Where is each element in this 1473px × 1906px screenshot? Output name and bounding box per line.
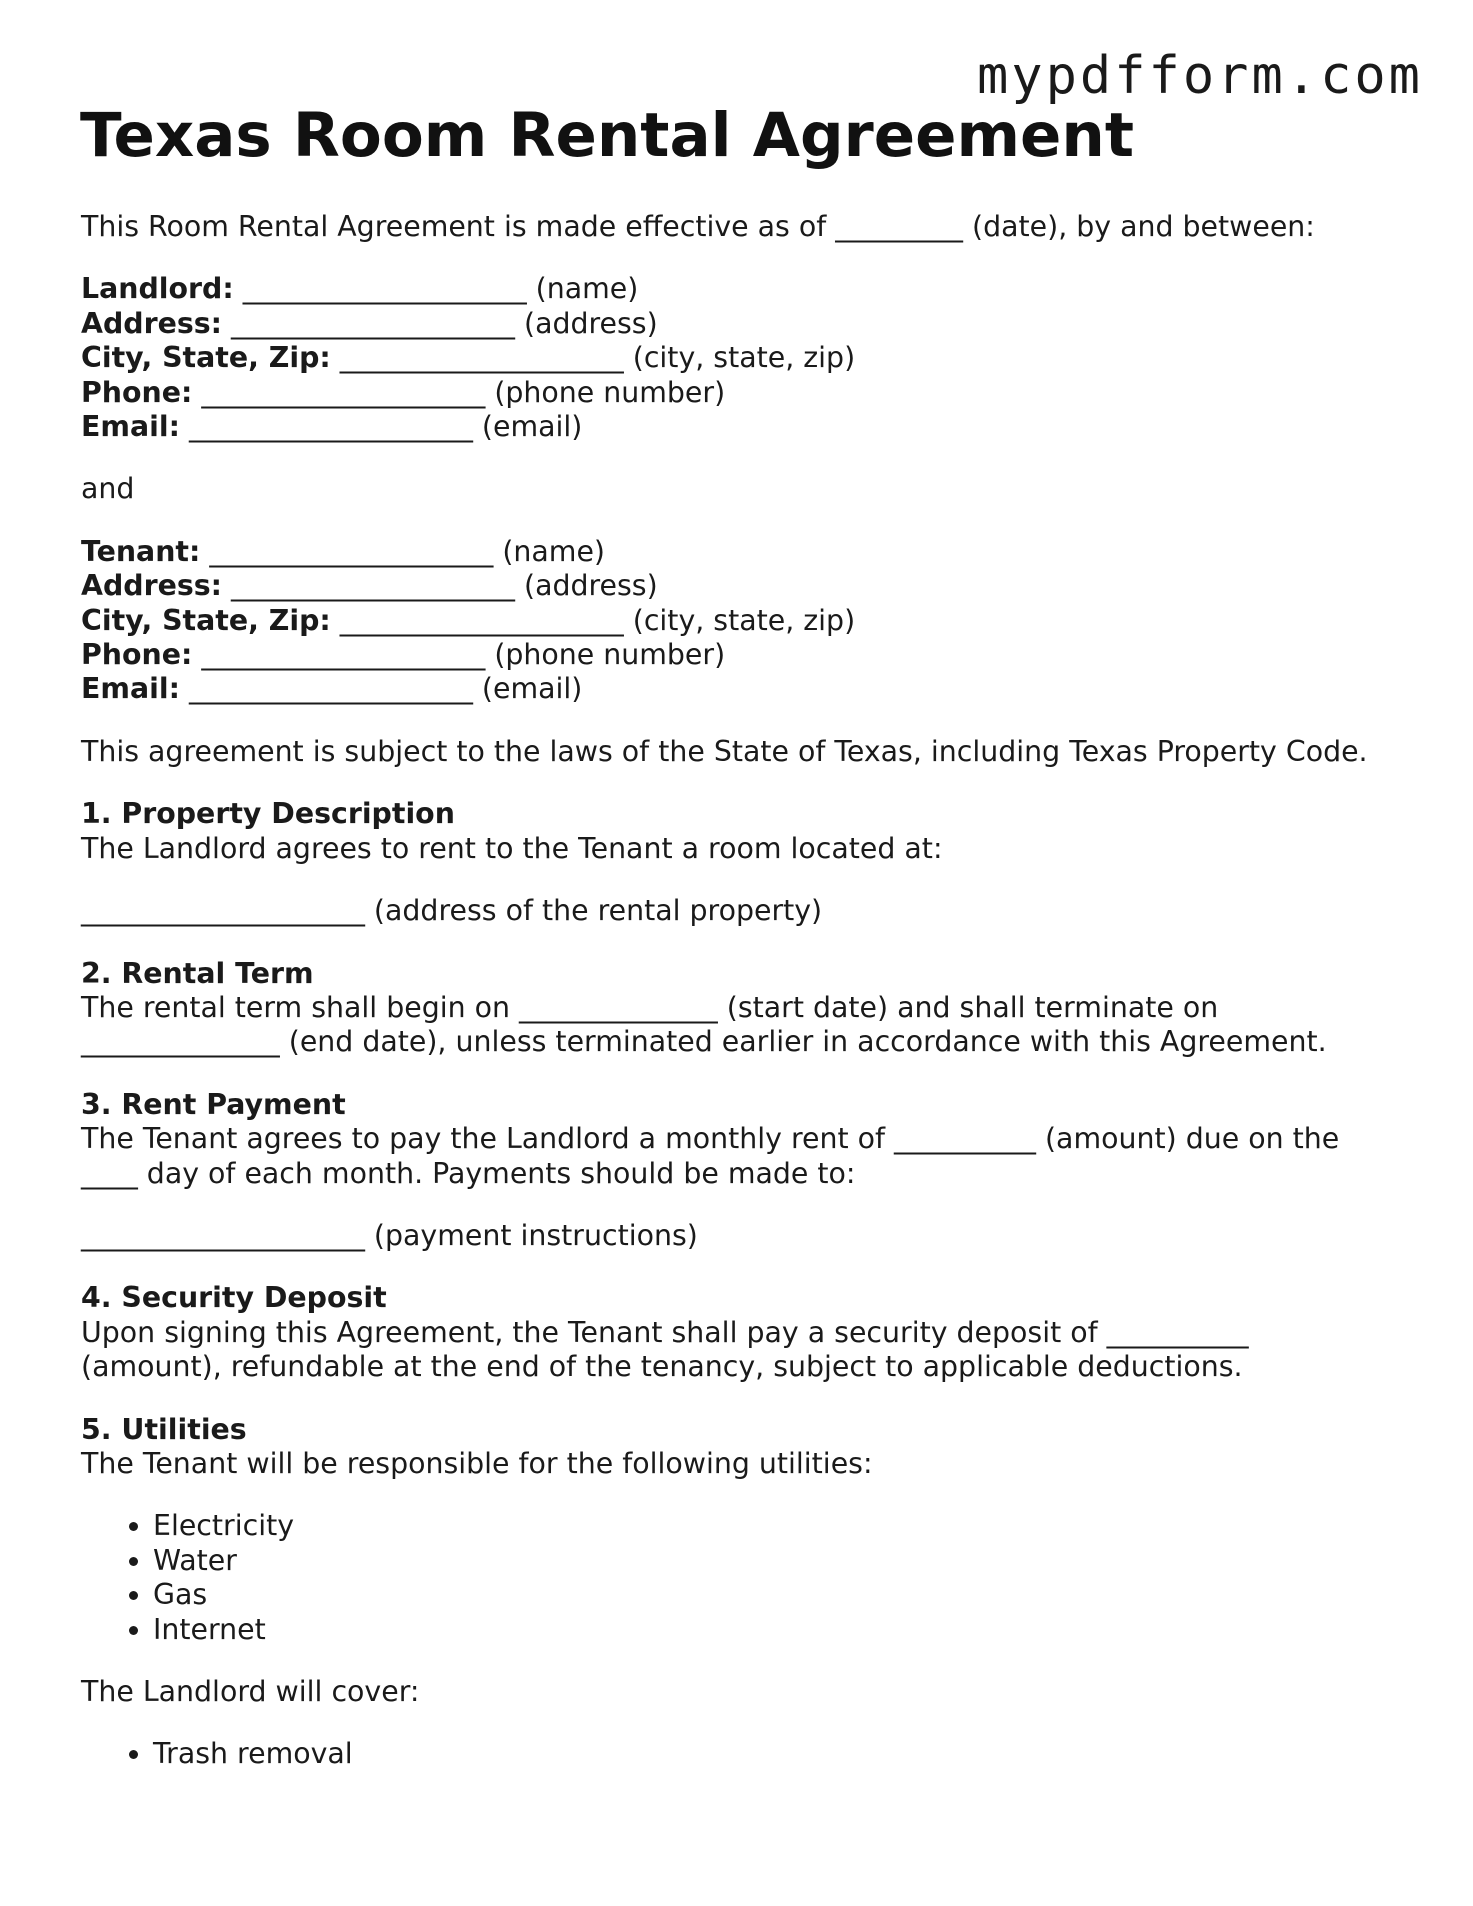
landlord-email-field: ____________________ (email) [179, 410, 583, 444]
tenant-city-field: ____________________ (city, state, zip) [330, 603, 856, 637]
section-heading: 5. Utilities [81, 1412, 247, 1446]
section-text-line: The rental term shall begin on ______________ (start date) and shall terminate on [81, 990, 1219, 1024]
list-item: • Gas [153, 1578, 1421, 1612]
tenant-name-label: Tenant: [81, 534, 201, 568]
landlord-phone-row [81, 376, 1421, 410]
property-address-blank [81, 894, 1421, 928]
section-heading: 1. Property Description [81, 797, 455, 831]
section-rental-term [81, 957, 1421, 1060]
landlord-city-row [81, 341, 1421, 375]
section-text: The Landlord will cover: [81, 1675, 420, 1708]
page-title: Texas Room Rental Agreement [80, 100, 1134, 171]
landlord-address-row [81, 307, 1421, 341]
tenant-city-label: City, State, Zip: [81, 603, 331, 637]
section-property [81, 797, 1421, 866]
section-heading: 2. Rental Term [81, 956, 314, 990]
section-text-line: The Tenant agrees to pay the Landlord a monthly rent of __________ (amount) due on the [81, 1122, 1340, 1156]
tenant-email-row [81, 672, 1421, 706]
tenant-phone-label: Phone: [81, 638, 193, 672]
landlord-utilities-list [81, 1737, 1421, 1771]
landlord-address-field: ____________________ (address) [222, 306, 658, 340]
tenant-email-field: ____________________ (email) [179, 672, 583, 706]
law-text: This agreement is subject to the laws of the State of Texas, including Texas Property Code. [81, 734, 1368, 768]
law-paragraph [81, 735, 1421, 769]
blank-field: ____________________ (address of the rental property) [81, 894, 823, 928]
section-heading: 3. Rent Payment [81, 1087, 346, 1121]
landlord-utilities-paragraph [81, 1675, 1421, 1709]
landlord-name-row [81, 272, 1421, 306]
intro-text: This Room Rental Agreement is made effective as of _________ (date), by and between: [81, 210, 1315, 243]
tenant-email-label: Email: [81, 672, 180, 706]
tenant-address-field: ____________________ (address) [222, 569, 658, 603]
list-item: • Trash removal [153, 1737, 1421, 1771]
landlord-name-label: Landlord: [81, 272, 234, 306]
section-utilities [81, 1413, 1421, 1482]
tenant-utilities-list [81, 1509, 1421, 1647]
tenant-city-row [81, 604, 1421, 638]
landlord-city-label: City, State, Zip: [81, 341, 331, 375]
intro-paragraph [81, 210, 1421, 244]
section-text: The Landlord agrees to rent to the Tenant a room located at: [81, 831, 943, 865]
list-item: • Electricity [153, 1509, 1421, 1543]
landlord-block [81, 272, 1421, 444]
landlord-city-field: ____________________ (city, state, zip) [330, 341, 856, 375]
section-text-line: ____ day of each month. Payments should be made to: [81, 1156, 856, 1190]
landlord-phone-field: ____________________ (phone number) [192, 375, 726, 409]
landlord-email-label: Email: [81, 410, 180, 444]
payment-instructions-blank [81, 1219, 1421, 1253]
and-text: and [81, 472, 135, 506]
tenant-name-field: ____________________ (name) [200, 534, 605, 568]
section-rent-payment [81, 1088, 1421, 1191]
section-text: The Tenant will be responsible for the following utilities: [81, 1446, 873, 1480]
section-text-line: ______________ (end date), unless terminated earlier in accordance with this Agreement. [81, 1025, 1327, 1059]
landlord-address-label: Address: [81, 306, 223, 340]
landlord-name-field: ____________________ (name) [233, 272, 639, 306]
and-paragraph [81, 472, 1421, 506]
section-security-deposit [81, 1281, 1421, 1384]
list-item: • Water [153, 1544, 1421, 1578]
landlord-email-row [81, 410, 1421, 444]
section-heading: 4. Security Deposit [81, 1281, 387, 1315]
tenant-name-row [81, 535, 1421, 569]
tenant-address-label: Address: [81, 569, 223, 603]
tenant-block [81, 535, 1421, 707]
section-text-line: Upon signing this Agreement, the Tenant shall pay a security deposit of __________ [81, 1315, 1249, 1349]
list-item: • Internet [153, 1613, 1421, 1647]
tenant-phone-row [81, 638, 1421, 672]
section-text-line: (amount), refundable at the end of the tenancy, subject to applicable deductions. [81, 1350, 1243, 1384]
document-body [81, 210, 1421, 1800]
blank-field: ____________________ (payment instructions) [81, 1218, 698, 1252]
tenant-phone-field: ____________________ (phone number) [192, 638, 726, 672]
landlord-phone-label: Phone: [81, 375, 193, 409]
watermark: mypdfform.com [977, 46, 1423, 106]
tenant-address-row [81, 569, 1421, 603]
